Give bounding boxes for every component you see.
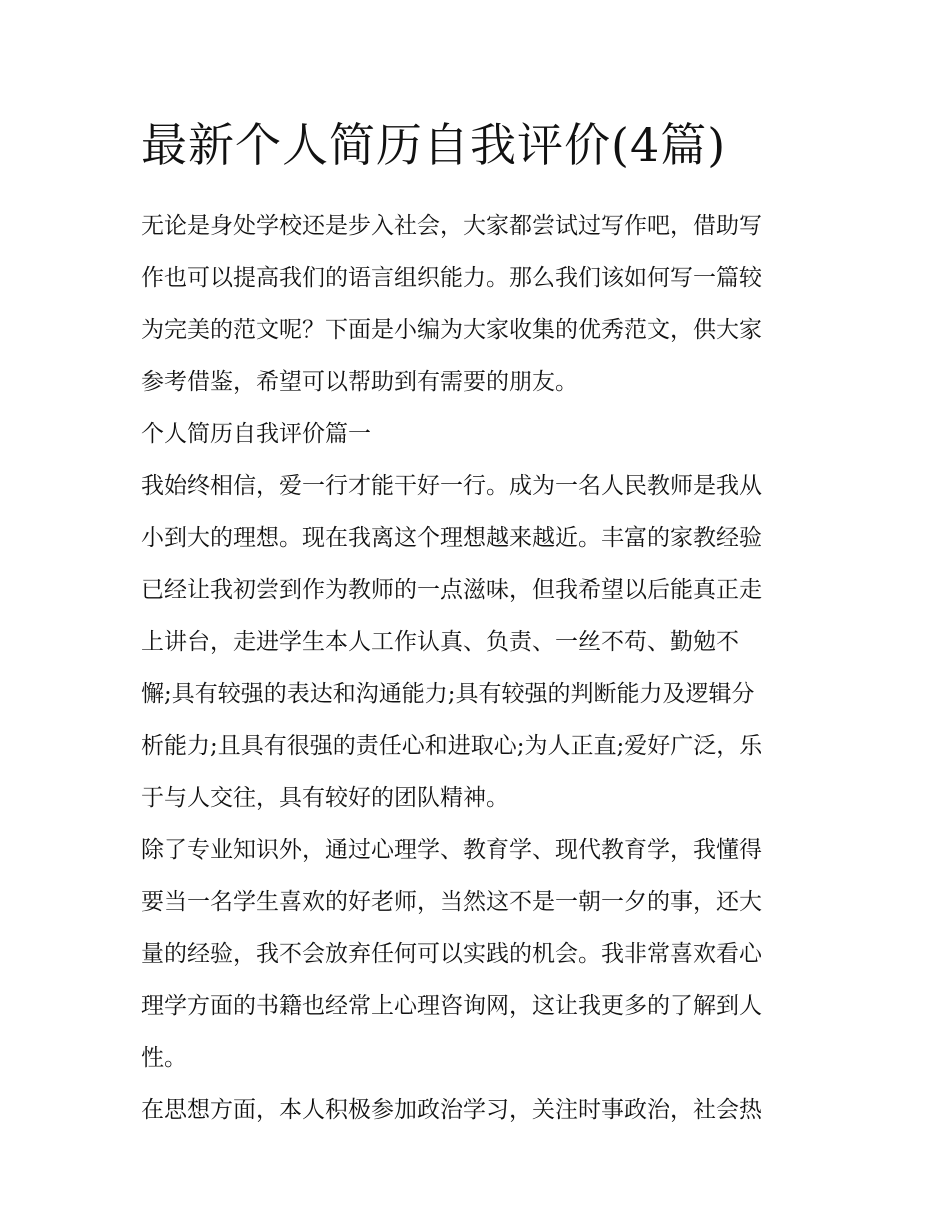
body-paragraph — [141, 824, 811, 1084]
text-line: 作也可以提高我们的语言组织能力。那么我们该如何写一篇较 — [141, 265, 762, 291]
text-line: 在思想方面，本人积极参加政治学习，关注时事政治，社会热 — [141, 1097, 762, 1123]
text-line: 上讲台，走进学生本人工作认真、负责、一丝不苟、勤勉不 — [141, 629, 739, 655]
text-line: 无论是身处学校还是步入社会，大家都尝试过写作吧，借助写 — [141, 213, 762, 239]
text-line: 我始终相信，爱一行才能干好一行。成为一名人民教师是我从 — [141, 473, 762, 499]
text-line: 参考借鉴，希望可以帮助到有需要的朋友。 — [141, 369, 578, 395]
body-paragraph — [141, 1084, 811, 1136]
document-page — [141, 112, 811, 1136]
section-heading-text: 个人简历自我评价篇一 — [141, 421, 371, 447]
text-line: 已经让我初尝到作为教师的一点滋味，但我希望以后能真正走 — [141, 577, 762, 603]
intro-paragraph — [141, 200, 811, 408]
text-line: 性。 — [141, 1045, 187, 1071]
text-line: 量的经验，我不会放弃任何可以实践的机会。我非常喜欢看心 — [141, 941, 762, 967]
section-heading — [141, 408, 811, 460]
text-line: 析能力;且具有很强的责任心和进取心;为人正直;爱好广泛，乐 — [141, 733, 763, 759]
body-paragraph — [141, 460, 811, 824]
text-line: 要当一名学生喜欢的好老师，当然这不是一朝一夕的事，还大 — [141, 889, 762, 915]
text-line: 懈;具有较强的表达和沟通能力;具有较强的判断能力及逻辑分 — [141, 681, 755, 707]
text-line: 于与人交往，具有较好的团队精神。 — [141, 785, 509, 811]
document-title: 最新个人简历自我评价(4篇) — [141, 118, 727, 172]
text-line: 除了专业知识外，通过心理学、教育学、现代教育学，我懂得 — [141, 837, 762, 863]
text-line: 小到大的理想。现在我离这个理想越来越近。丰富的家教经验 — [141, 525, 762, 551]
text-line: 理学方面的书籍也经常上心理咨询网，这让我更多的了解到人 — [141, 993, 762, 1019]
text-line: 为完美的范文呢？下面是小编为大家收集的优秀范文，供大家 — [141, 317, 762, 343]
